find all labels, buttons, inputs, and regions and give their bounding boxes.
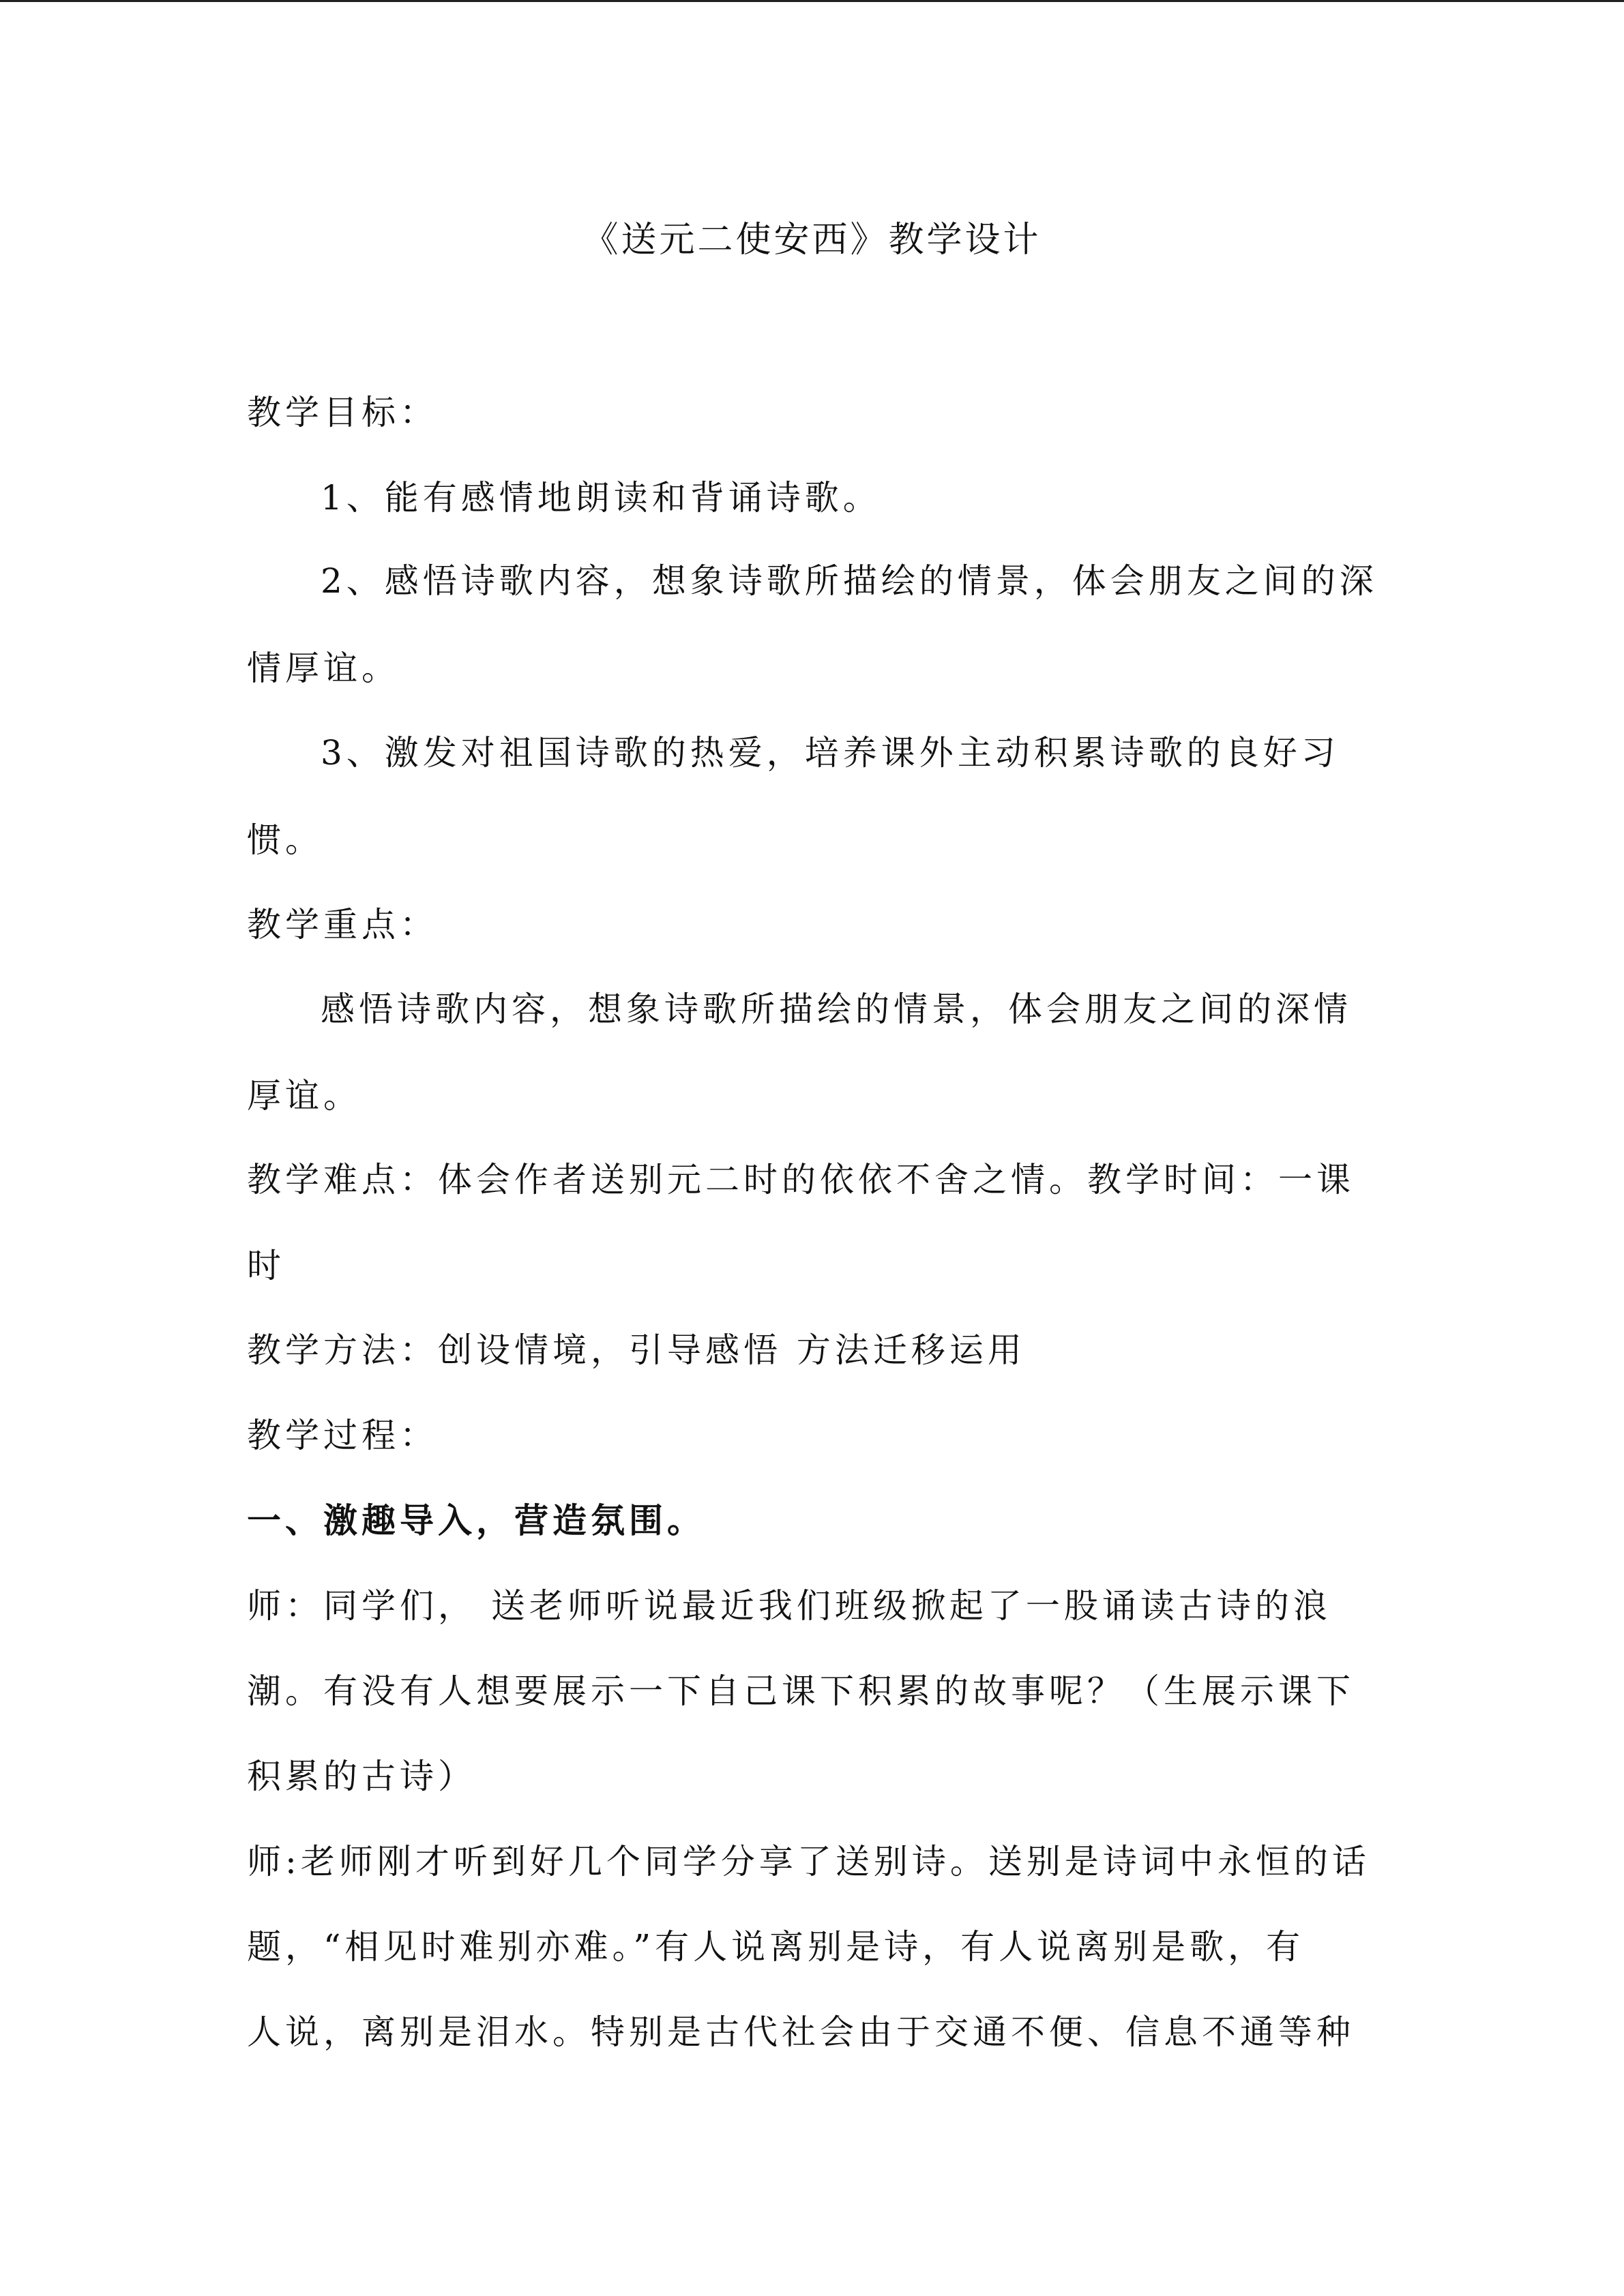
section-heading-key-points: 教学重点： bbox=[247, 905, 438, 944]
difficulty-and-time-line-2: 时 bbox=[247, 1246, 285, 1285]
teacher-line-4: 师:老师刚才听到好几个同学分享了送别诗。送别是诗词中永恒的话 bbox=[247, 1842, 1370, 1881]
teacher-line-6: 人说，离别是泪水。特别是古代社会由于交通不便、信息不通等种 bbox=[247, 2012, 1355, 2052]
step-1-heading: 一、激趣导入，营造氛围。 bbox=[247, 1500, 705, 1540]
teacher-line-3: 积累的古诗） bbox=[247, 1757, 476, 1796]
key-points-line-1: 感悟诗歌内容，想象诗歌所描绘的情景，体会朋友之间的深情 bbox=[321, 989, 1352, 1029]
objective-1: 1、能有感情地朗读和背诵诗歌。 bbox=[321, 478, 881, 518]
section-heading-process: 教学过程： bbox=[247, 1416, 438, 1455]
key-points-line-2: 厚谊。 bbox=[247, 1076, 361, 1116]
objective-3-line-2: 惯。 bbox=[247, 820, 323, 860]
document-title: 《送元二使安西》教学设计 bbox=[582, 220, 1042, 260]
objective-2-line-1: 2、感悟诗歌内容，想象诗歌所描绘的情景，体会朋友之间的深 bbox=[321, 561, 1378, 601]
section-heading-objectives: 教学目标： bbox=[247, 393, 438, 432]
teacher-line-1: 师：同学们， 送老师听说最近我们班级掀起了一股诵读古诗的浪 bbox=[247, 1586, 1331, 1626]
difficulty-and-time-line-1: 教学难点：体会作者送别元二时的依依不舍之情。教学时间：一课 bbox=[247, 1160, 1355, 1199]
objective-2-line-2: 情厚谊。 bbox=[247, 648, 400, 688]
teaching-methods: 教学方法：创设情境，引导感悟 方法迁移运用 bbox=[247, 1330, 1026, 1370]
teacher-line-5: 题，“相见时难别亦难。”有人说离别是诗，有人说离别是歌，有 bbox=[247, 1927, 1305, 1967]
teacher-line-2: 潮。有没有人想要展示一下自己课下积累的故事呢？（生展示课下 bbox=[247, 1671, 1355, 1711]
objective-3-line-1: 3、激发对祖国诗歌的热爱，培养课外主动积累诗歌的良好习 bbox=[321, 733, 1340, 773]
